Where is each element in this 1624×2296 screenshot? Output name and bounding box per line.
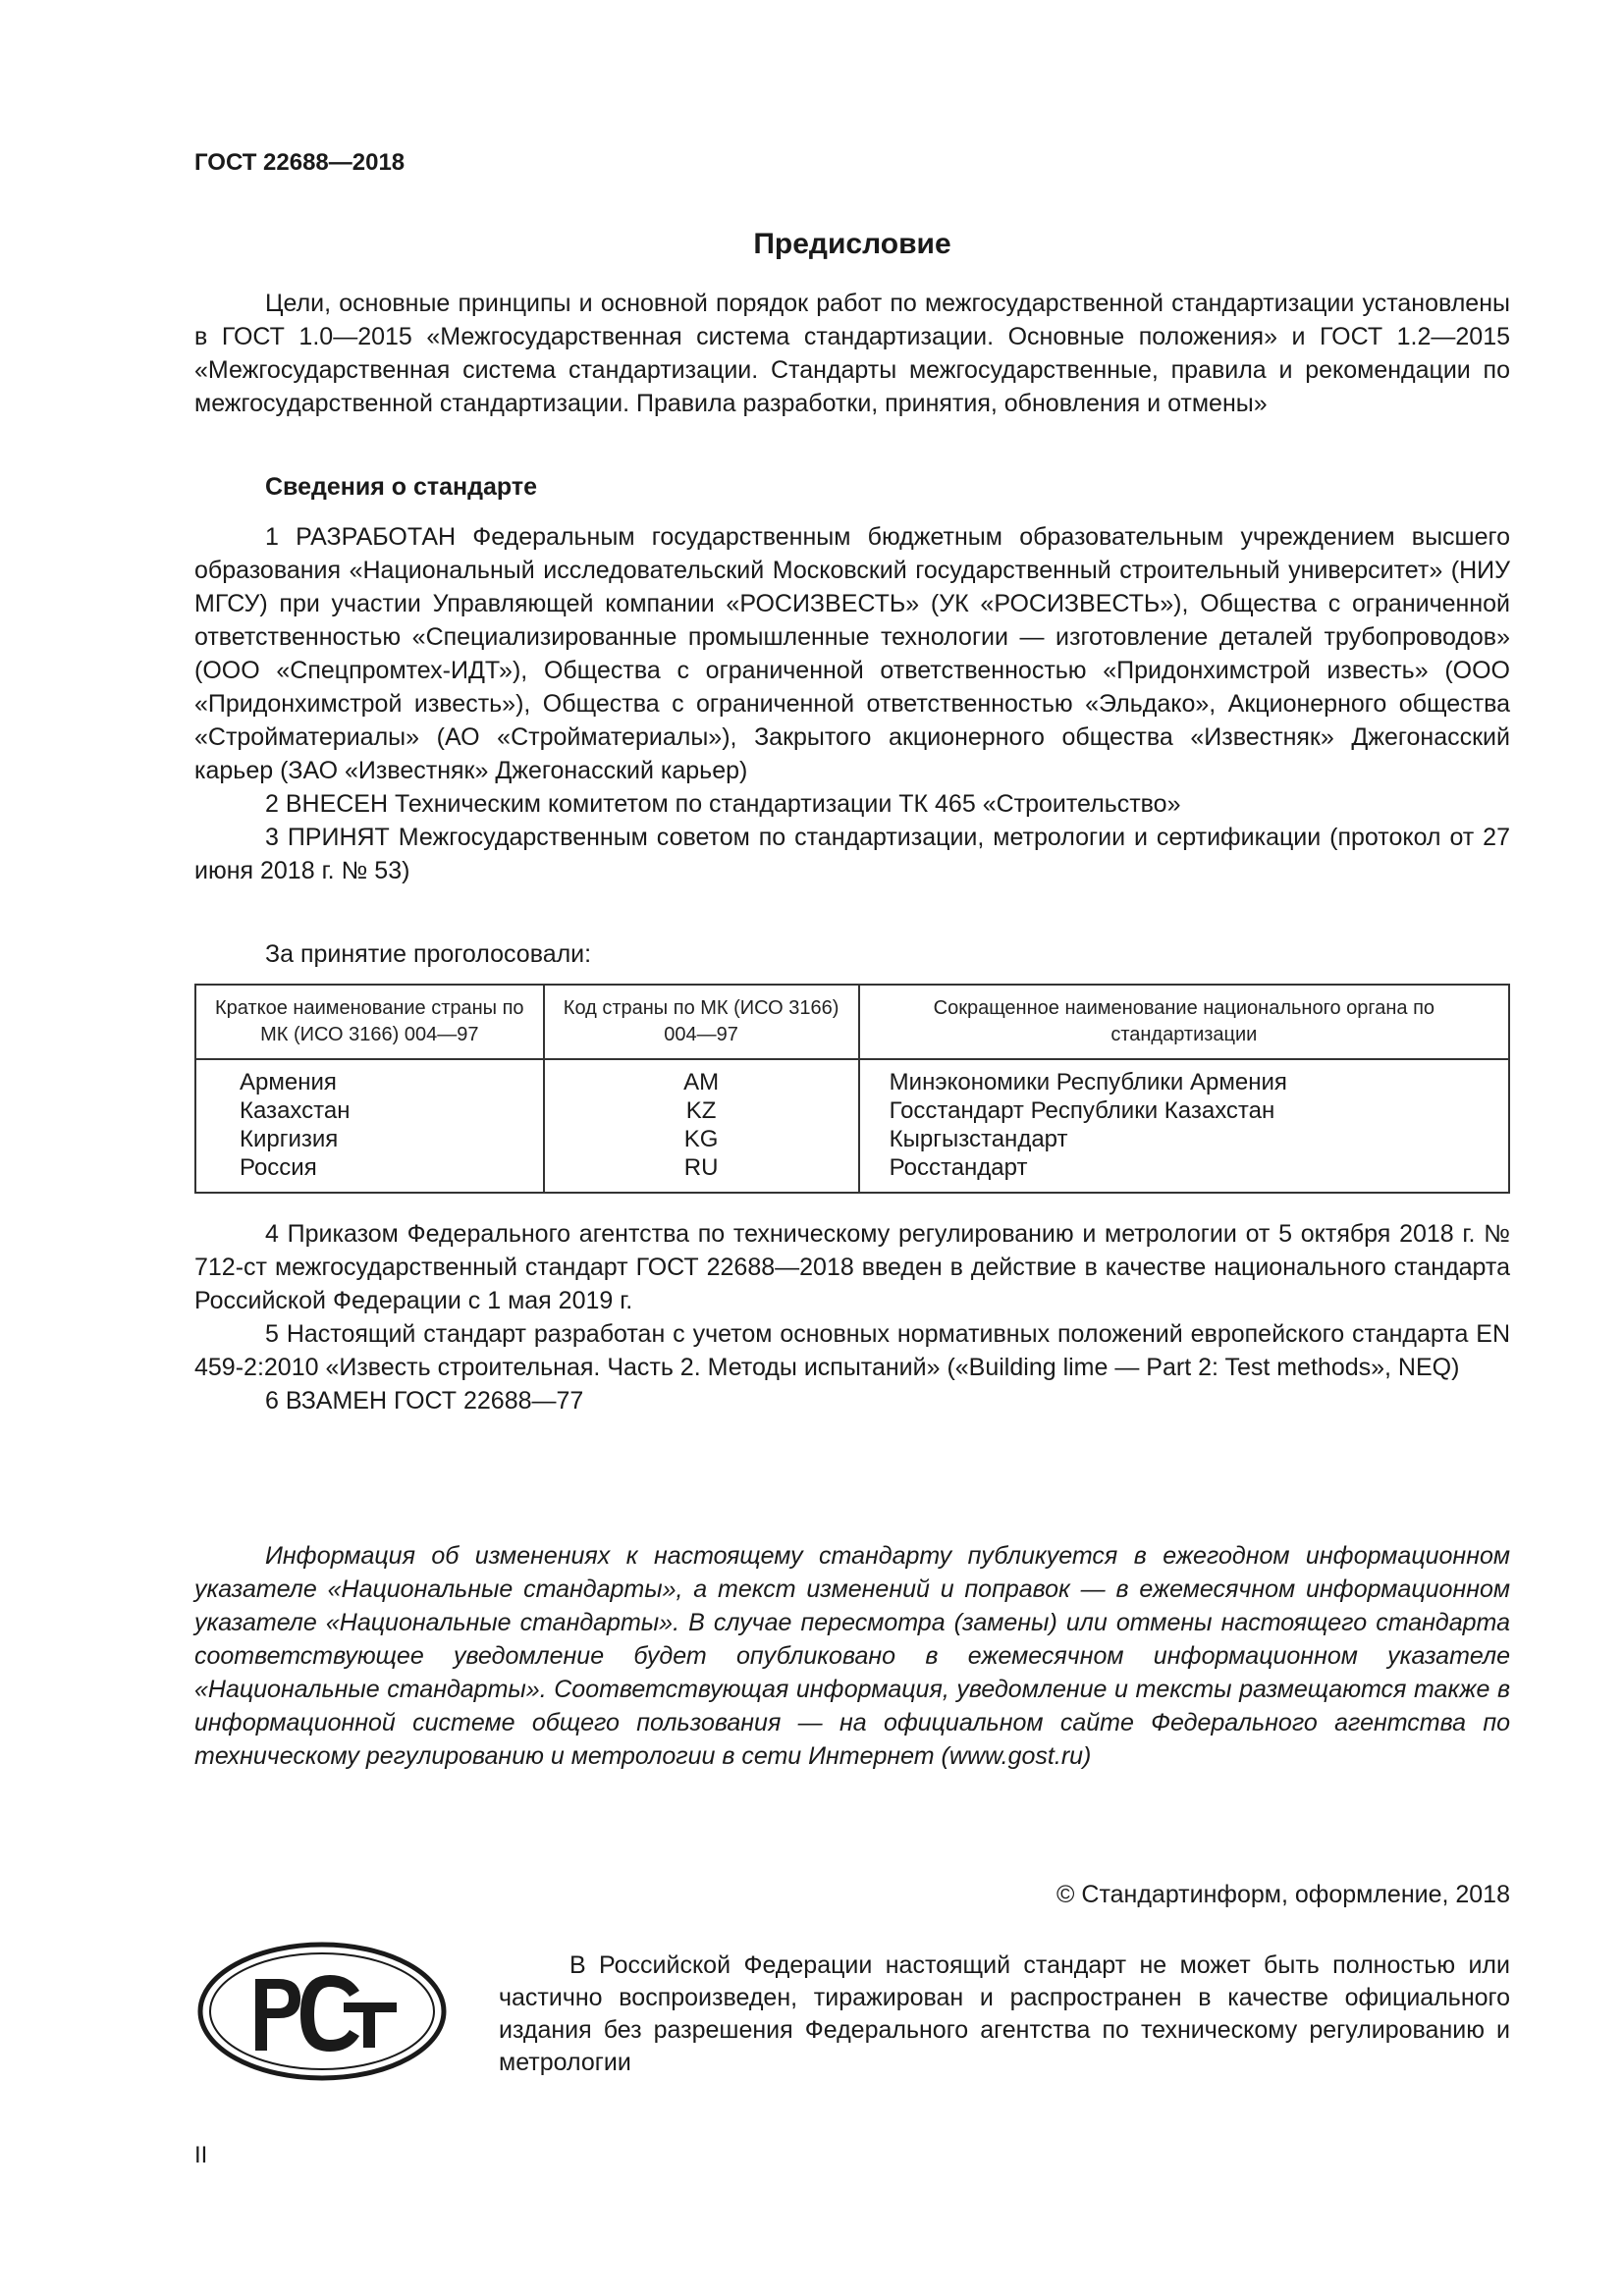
reproduction-notice xyxy=(499,1949,1510,2079)
table-row xyxy=(195,1096,1509,1125)
body-cell: Росстандарт xyxy=(859,1153,1509,1193)
info-item-4: 4 Приказом Федерального агентства по техническому регулированию и метрологии от 5 октября 2018 г. № 712-ст межгосударственный стандарт ГОСТ 22688—2018 введен в действие в качестве национального стандарта Российской Федерации с 1 мая 2019 г. xyxy=(194,1220,1510,1314)
info-item-1: 1 РАЗРАБОТАН Федеральным государственным бюджетным образовательным учреждением высшего образования «Национальный исследовательский Московский государственный строительный университет» (НИУ МГСУ) при участии Управляющей компании «РОСИЗВЕСТЬ» (УК «РОСИЗВЕСТЬ»), Общества с ограниченной ответственностью «Специализированные промышленные технологии — изготовление деталей трубопроводов» (ООО «Спецпромтех-ИДТ»), Общества с ограниченной ответственностью «Придонхимстрой известь» (ООО «Придонхимстрой известь»), Общества с ограниченной ответственностью «Эльдако», Акционерного общества «Стройматериалы» (АО «Стройматериалы»), Закрытого акционерного общества «Известняк» Джегонасский карьер (ЗАО «Известняк» Джегонасский карьер) xyxy=(194,523,1510,784)
reproduction-notice-text: В Российской Федерации настоящий стандарт не может быть полностью или частично воспроизведен, тиражирован и распространен в качестве официального издания без разрешения Федерального агентства по техническому регулированию и метрологии xyxy=(499,1951,1510,2076)
document-code: ГОСТ 22688—2018 xyxy=(194,149,406,176)
standard-info-items xyxy=(194,520,1510,887)
code-cell: RU xyxy=(544,1153,859,1193)
country-cell: Киргизия xyxy=(195,1125,544,1153)
table-row xyxy=(195,1059,1509,1096)
body-cell: Минэкономики Республики Армения xyxy=(859,1059,1509,1096)
country-cell: Армения xyxy=(195,1059,544,1096)
voting-table xyxy=(194,984,1510,1194)
standard-info-heading: Сведения о стандарте xyxy=(265,473,538,501)
info-item-6: 6 ВЗАМЕН ГОСТ 22688—77 xyxy=(265,1387,584,1415)
table-header-code: Код страны по МК (ИСО 3166) 004—97 xyxy=(544,985,859,1059)
table-header-body: Сокращенное наименование национального органа по стандартизации xyxy=(859,985,1509,1059)
code-cell: KZ xyxy=(544,1096,859,1125)
standard-info-items-continued xyxy=(194,1217,1510,1417)
copyright-line: © Стандартинформ, оформление, 2018 xyxy=(1056,1881,1510,1908)
amendments-info-text: Информация об изменениях к настоящему стандарту публикуется в ежегодном информационном указателе «Национальные стандарты», а текст изменений и поправок — в ежемесячном информационном указателе «Национальные стандарты». В случае пересмотра (замены) или отмены настоящего стандарта соответствующее уведомление будет опубликовано в ежемесячном информационном указателе «Национальные стандарты». Соответствующая информация, уведомление и тексты размещаются также в информационной системе общего пользования — на официальном сайте Федерального агентства по техническому регулированию и метрологии в сети Интернет (www.gost.ru) xyxy=(194,1542,1510,1770)
info-item-2: 2 ВНЕСЕН Техническим комитетом по стандартизации ТК 465 «Строительство» xyxy=(265,790,1181,818)
country-cell: Россия xyxy=(195,1153,544,1193)
preface-paragraph xyxy=(194,287,1510,420)
amendments-info-note xyxy=(194,1539,1510,1773)
rst-conformity-mark-icon xyxy=(194,1938,450,2090)
info-item-3: 3 ПРИНЯТ Межгосударственным советом по стандартизации, метрологии и сертификации (протокол от 27 июня 2018 г. № 53) xyxy=(194,824,1510,884)
page-number: II xyxy=(194,2142,208,2168)
body-cell: Госстандарт Республики Казахстан xyxy=(859,1096,1509,1125)
table-row xyxy=(195,1125,1509,1153)
country-cell: Казахстан xyxy=(195,1096,544,1125)
body-cell: Кыргызстандарт xyxy=(859,1125,1509,1153)
vote-intro: За принятие проголосовали: xyxy=(265,940,592,968)
page-title: Предисловие xyxy=(753,228,951,260)
table-header-row xyxy=(195,985,1509,1059)
preface-text: Цели, основные принципы и основной порядок работ по межгосударственной стандартизации установлены в ГОСТ 1.0—2015 «Межгосударственная система стандартизации. Основные положения» и ГОСТ 1.2—2015 «Межгосударственная система стандартизации. Стандарты межгосударственные, правила и рекомендации по межгосударственной стандартизации. Правила разработки, принятия, обновления и отмены» xyxy=(194,290,1510,417)
table-header-country: Краткое наименование страны по МК (ИСО 3166) 004—97 xyxy=(195,985,544,1059)
code-cell: KG xyxy=(544,1125,859,1153)
code-cell: AM xyxy=(544,1059,859,1096)
table-row xyxy=(195,1153,1509,1193)
info-item-5: 5 Настоящий стандарт разработан с учетом основных нормативных положений европейского стандарта EN 459-2:2010 «Известь строительная. Часть 2. Методы испытаний» («Building lime — Part 2: Test methods», NEQ) xyxy=(194,1320,1510,1381)
